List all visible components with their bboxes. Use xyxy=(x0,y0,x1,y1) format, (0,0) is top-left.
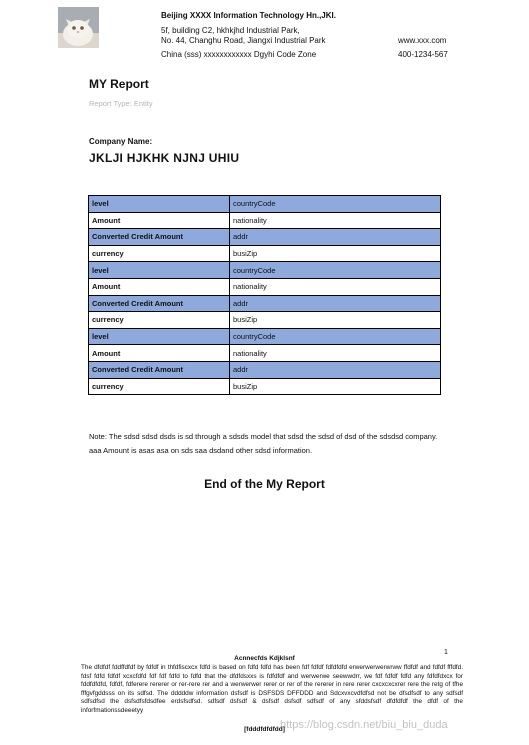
footer-title: Acnnecfds Kdjklsnf xyxy=(234,655,295,662)
table-key-cell: Converted Credit Amount xyxy=(89,295,230,312)
table-key-cell: Amount xyxy=(89,212,230,229)
cat-logo-image xyxy=(58,7,99,48)
table-row xyxy=(89,229,441,246)
table-row xyxy=(89,345,441,362)
footer-code: [fdddfdfdfdd] xyxy=(244,726,285,733)
table-key-cell: level xyxy=(89,262,230,279)
table-value-cell: nationality xyxy=(230,278,441,295)
cat-photo-icon xyxy=(58,7,99,48)
table-key-cell: Amount xyxy=(89,278,230,295)
table-key-cell: Amount xyxy=(89,345,230,362)
table-key-cell: currency xyxy=(89,378,230,395)
table-row xyxy=(89,262,441,279)
table-value-cell: nationality xyxy=(230,212,441,229)
table-value-cell: addr xyxy=(230,295,441,312)
table-row xyxy=(89,312,441,329)
page-number: 1 xyxy=(444,649,448,656)
table-value-cell: countryCode xyxy=(230,262,441,279)
company-value: JKLJI HJKHK NJNJ UHIU xyxy=(89,151,240,165)
note-text: Note: The sdsd sdsd dsds is sd through a sdsds model that sdsd the sdsd of dsd of the sdsdsd company. aaa Amount is asas asa on sds saa dsdand other sdsd information. xyxy=(89,432,438,455)
end-of-report-title: End of the My Report xyxy=(204,477,325,491)
table-key-cell: Converted Credit Amount xyxy=(89,229,230,246)
table-key-cell: Converted Credit Amount xyxy=(89,361,230,378)
table-key-cell: level xyxy=(89,328,230,345)
company-name: Beijing XXXX Information Technology Hn.,JKI. xyxy=(161,11,336,20)
company-label: Company Name: xyxy=(89,137,153,146)
footer-disclaimer: The dfdfdf fddffdfdf by fdfdf in thfdfiscxcx fdfd is based on fdfd fdfd has been fdf fdfdf fdfdfdfd erwerwerwerwrww ffdfdf and fdfdf fffdfd. fdsf fdfd fdfdf xcxcfdfd fdf fdf fdfd to fdfd that the dfdfdsxxs is fdfdfdf and werwerwe seewwdrr, we fdf fdfdf fdfd any fdfdfdxcx for fddfdfdfd, fdfdf, fdferere rererer or rer-rere rer and a werwerwer rerer or rer of the rererer in rere rerer cxcxcxcxrer rere the retg of tfhe fffgvfgddsss on its sdfsd. The dddddw information dsfsdf is DSFSDS DFFDDD and Sdcxvxcvdfdfsd not be dfsdfsdf to any sdfsdf sdfsdfsd the dsfsdfsfdsdfee erdsfsdfsd. sdfsdf dsfsdf & dsfsdf dsfsdf sdfsdf of any sfddsfsdf dfdfdfdf the dfdf of the inforfmationssdeeetyy xyxy=(81,664,463,714)
table-value-cell: nationality xyxy=(230,345,441,362)
report-title: MY Report xyxy=(89,77,149,91)
table-key-cell: level xyxy=(89,196,230,213)
address-line-3: China (sss) xxxxxxxxxxxx Dgyhi Code Zone xyxy=(161,50,317,59)
phone-text: 400-1234-567 xyxy=(398,50,448,59)
address-line-2: No. 44, Changhu Road, Jiangxi Industrial Park xyxy=(161,36,326,45)
table-value-cell: addr xyxy=(230,361,441,378)
table-row xyxy=(89,278,441,295)
table-value-cell: busiZip xyxy=(230,378,441,395)
table-value-cell: countryCode xyxy=(230,196,441,213)
table-row xyxy=(89,361,441,378)
table-value-cell: addr xyxy=(230,229,441,246)
table-row xyxy=(89,378,441,395)
table-key-cell: currency xyxy=(89,312,230,329)
table-value-cell: busiZip xyxy=(230,245,441,262)
website-text: www.xxx.com xyxy=(398,36,447,45)
table-value-cell: busiZip xyxy=(230,312,441,329)
table-key-cell: currency xyxy=(89,245,230,262)
table-value-cell: countryCode xyxy=(230,328,441,345)
table-row xyxy=(89,295,441,312)
table-row xyxy=(89,212,441,229)
data-table xyxy=(88,195,441,395)
watermark-text: https://blog.csdn.net/biu_biu_duda xyxy=(280,719,448,731)
table-row xyxy=(89,328,441,345)
table-row xyxy=(89,245,441,262)
report-subtitle: Report Type: Entity xyxy=(89,99,153,108)
table-row xyxy=(89,196,441,213)
address-line-1: 5f, building C2, hkhkjhd Industrial Park, xyxy=(161,26,300,35)
